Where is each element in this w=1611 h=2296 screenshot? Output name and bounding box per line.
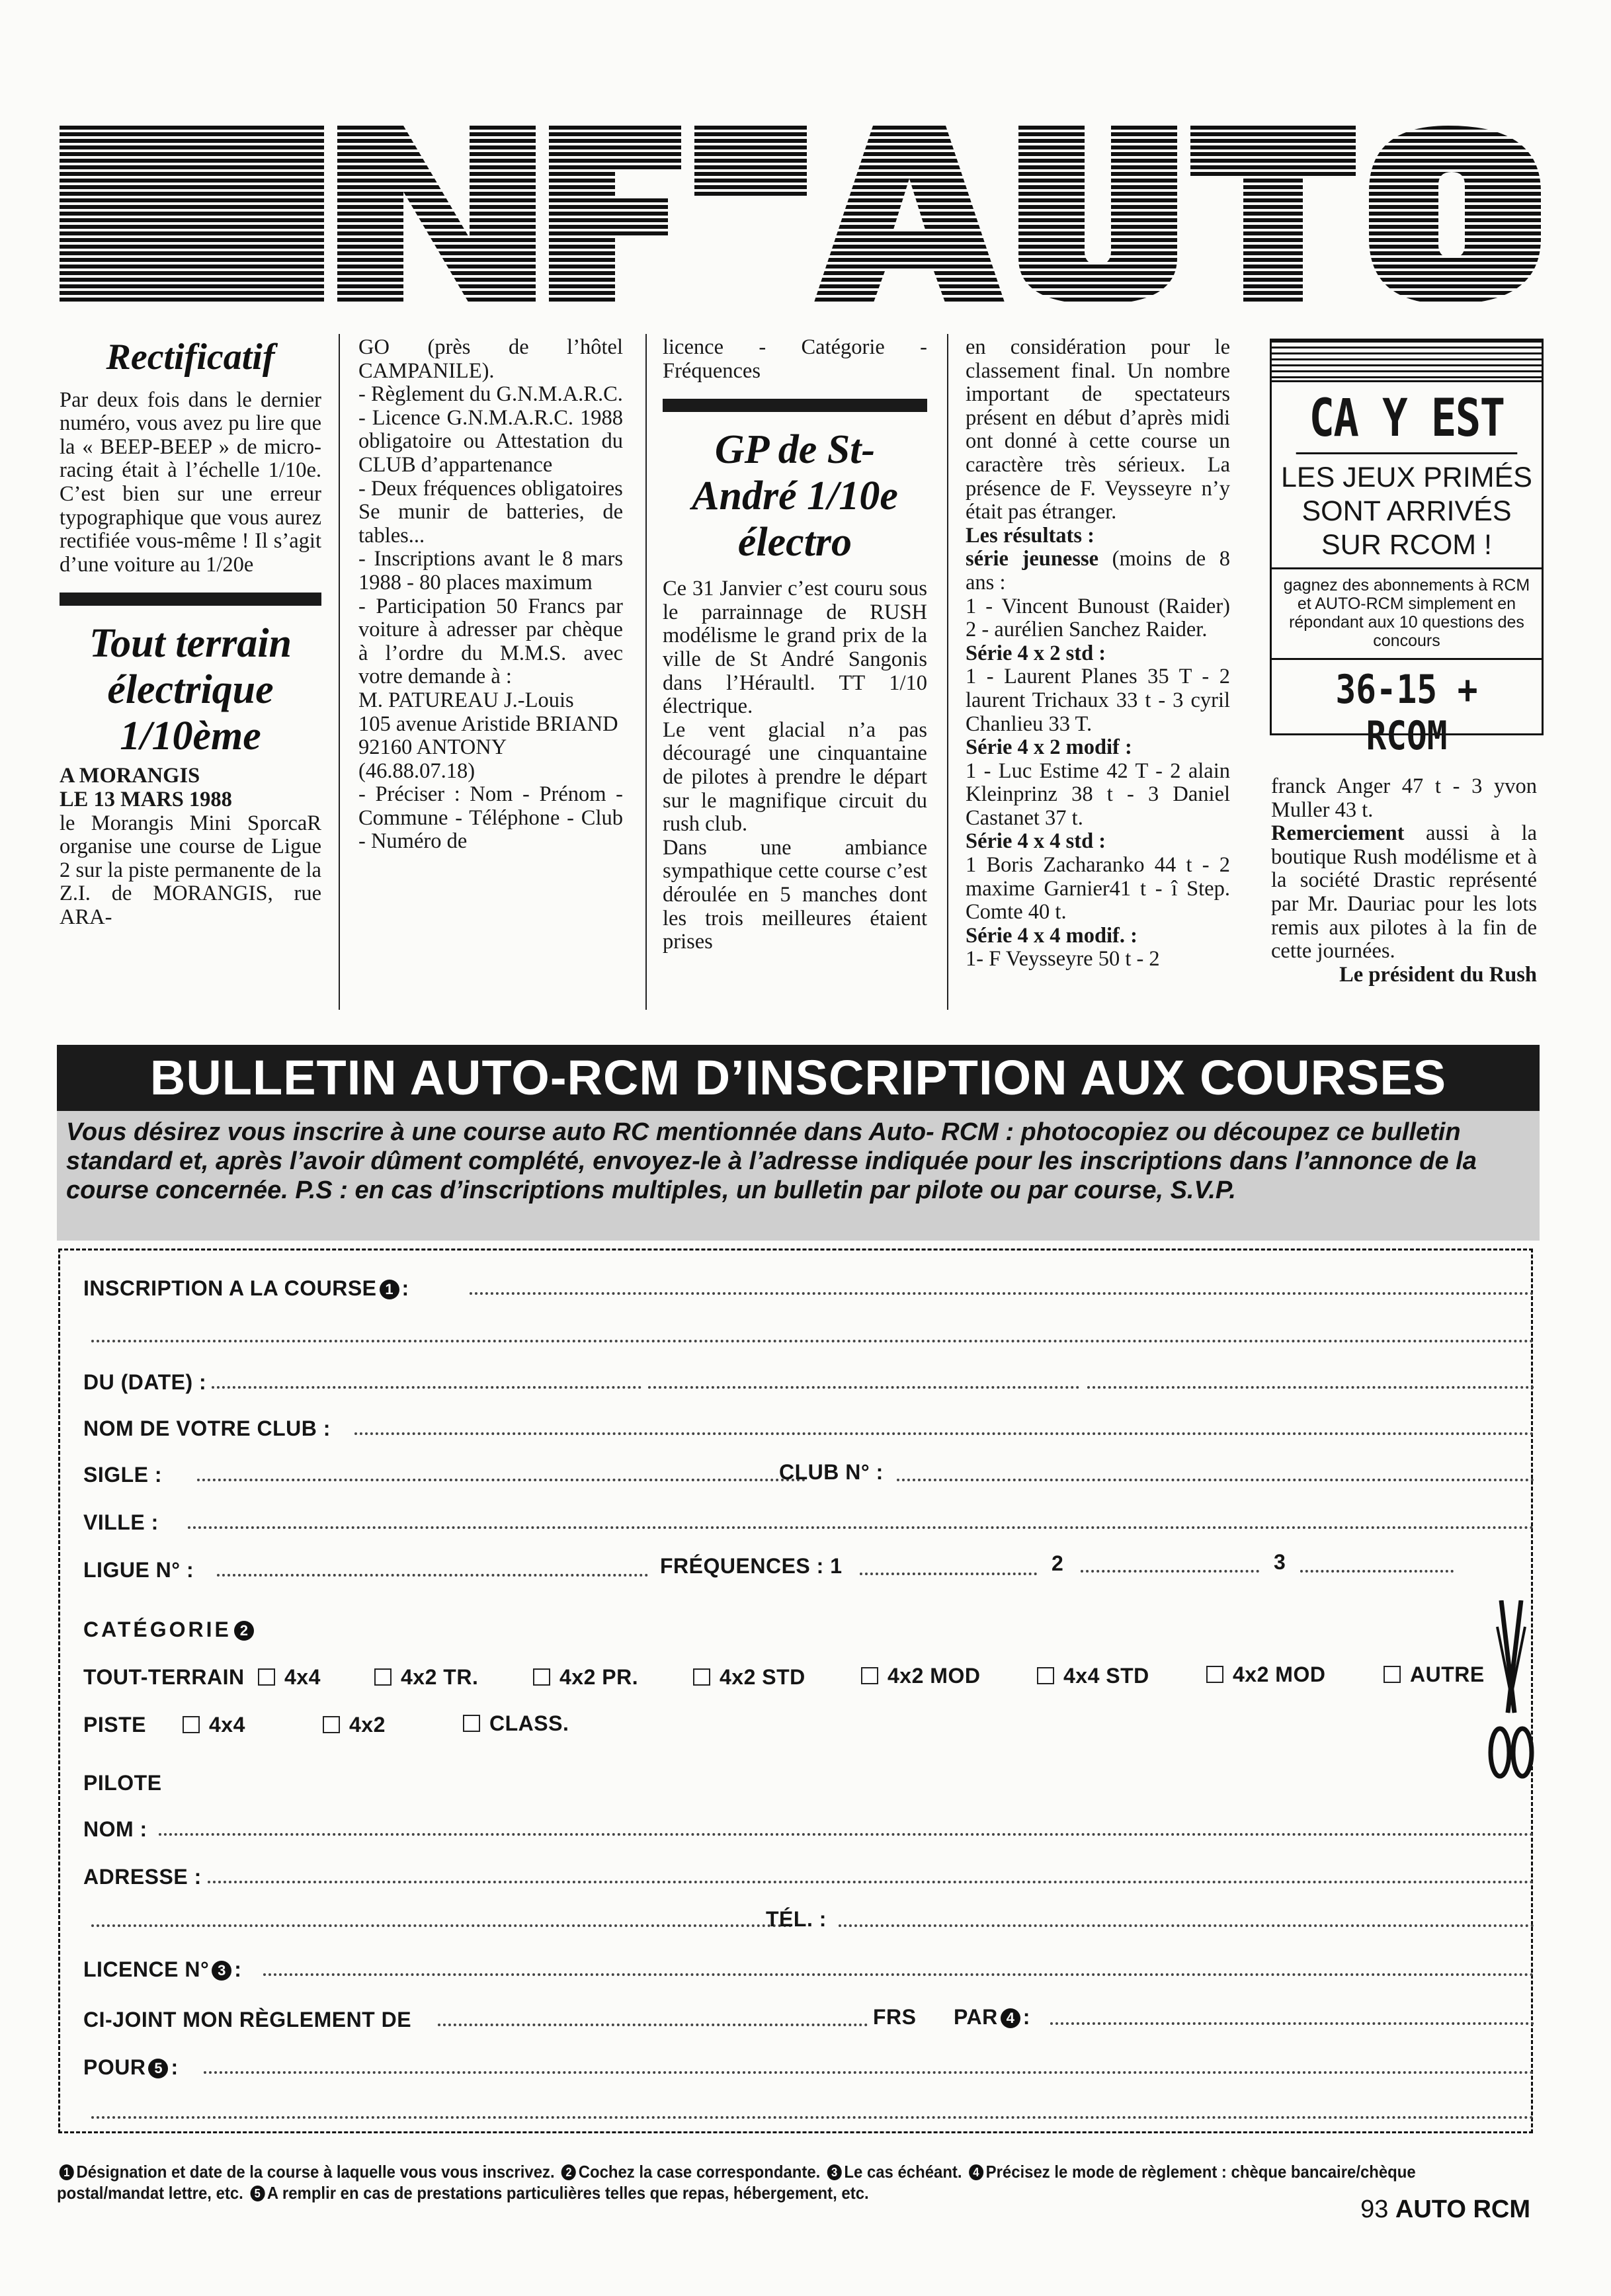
tt-checkbox-4x2-std[interactable]: 4x2 STD	[693, 1665, 806, 1690]
footnote-marker: 1	[380, 1280, 399, 1299]
footnote-4: Précisez le mode de règlement : chèque bancaire/chèque postal/mandat lettre, etc.	[57, 2162, 1416, 2203]
frequence-3-label: 3	[1274, 1550, 1286, 1574]
checkbox-icon	[463, 1715, 480, 1732]
magazine-name: AUTO RCM	[1395, 2195, 1530, 2223]
footnote-marker: 5	[250, 2186, 265, 2201]
ligue-label: LIGUE N° :	[83, 1558, 194, 1582]
piste-label: PISTE	[83, 1713, 146, 1737]
tout-terrain-title: Tout terrain électrique 1/10ème	[89, 621, 292, 759]
checkbox-icon	[1384, 1666, 1401, 1683]
col3-text: Ce 31 Janvier c’est couru sous le parrainnage de RUSH modélisme le grand prix de la ville de St André Sangonis dans l’Héraultl. TT 1/10 électrique.	[663, 577, 927, 719]
footnote-3: Le cas échéant.	[844, 2162, 962, 2182]
ville-field[interactable]	[188, 1526, 1534, 1529]
column-4	[966, 336, 1230, 1010]
col2-text: - Deux fréquences obligatoires	[358, 476, 623, 501]
col2-text: - Règlement du G.N.M.A.R.C.	[358, 382, 623, 407]
checkbox-icon	[1037, 1667, 1054, 1684]
column-3	[663, 336, 927, 1010]
club-number-label: CLUB N° :	[779, 1460, 884, 1484]
inscription-field-2[interactable]	[91, 1340, 1534, 1342]
col5-text: franck Anger 47 t - 3 yvon Muller 43 t.	[1271, 775, 1537, 822]
col2-text: 92160 ANTONY	[358, 735, 507, 760]
footnote-marker: 3	[212, 1961, 231, 1981]
sigle-field[interactable]	[197, 1479, 806, 1481]
club-number-field[interactable]	[897, 1479, 1534, 1481]
checkbox-icon	[533, 1668, 550, 1686]
cut-line	[58, 2131, 1533, 2133]
checkbox-icon	[374, 1668, 392, 1686]
ville-label: VILLE :	[83, 1510, 159, 1534]
col3-text: licence - Catégorie - Fréquences	[663, 336, 927, 383]
date-field-day[interactable]	[212, 1386, 641, 1389]
series-heading: série jeunesse	[966, 547, 1099, 571]
inscription-field[interactable]	[470, 1292, 1534, 1295]
morangis-text: le Morangis Mini SporcaR organise une course de Ligue 2 sur la piste permanente de la Z.I. de MORANGIS, rue ARA-	[60, 811, 321, 929]
footnote-1: Désignation et date de la course à laquelle vous vous inscrivez.	[76, 2162, 555, 2182]
col2-text: M. PATUREAU J.-Louis	[358, 688, 574, 712]
tt-checkbox-autre[interactable]: AUTRE	[1384, 1662, 1485, 1687]
payment-mode-field[interactable]	[1050, 2022, 1534, 2025]
scissors-icon	[1488, 1600, 1534, 1799]
tt-checkbox-4x4[interactable]: 4x4	[258, 1665, 321, 1690]
cut-line	[58, 1249, 1533, 1250]
frequences-label: FRÉQUENCES : 1	[660, 1554, 843, 1578]
licence-label: LICENCE N° 3 :	[83, 1957, 242, 1981]
col2-text: - Préciser : Nom - Prénom - Commune - Téléphone - Club - Numéro de	[358, 782, 623, 854]
col2-text: - Inscriptions avant le 8 mars 1988 - 80 places maximum	[358, 547, 623, 594]
footnote-marker: 2	[234, 1621, 254, 1641]
tt-checkbox-4x2-pr[interactable]: 4x2 PR.	[533, 1665, 638, 1690]
box-stripes	[1272, 341, 1542, 382]
inf-auto-logo	[60, 126, 1541, 304]
nom-label: NOM :	[83, 1817, 147, 1841]
col4-text: 1 - Vincent Bunoust (Raider) 2 - aurélien Sanchez Raider.	[966, 594, 1230, 642]
column-2	[358, 336, 623, 1010]
series-heading: Série 4 x 2 modif :	[966, 735, 1132, 760]
footnote-marker: 1	[60, 2164, 74, 2180]
frequence-3-field[interactable]	[1300, 1570, 1454, 1573]
reglement-amount-field[interactable]	[438, 2024, 868, 2026]
adresse-field[interactable]	[208, 1881, 1534, 1883]
checkbox-icon	[323, 1716, 340, 1733]
results-heading: Les résultats :	[966, 523, 1095, 548]
rcom-promo-box	[1270, 339, 1544, 759]
col2-text: 105 avenue Aristide BRIAND	[358, 712, 618, 736]
bulletin-title: BULLETIN AUTO-RCM D’INSCRIPTION AUX COURSES	[57, 1045, 1540, 1111]
date-field-year[interactable]	[1087, 1386, 1534, 1389]
checkbox-icon	[183, 1716, 200, 1733]
telephone-label: TÉL. :	[766, 1907, 827, 1931]
remerciement-heading: Remerciement	[1271, 821, 1405, 846]
licence-field[interactable]	[263, 1973, 1534, 1976]
footnote-marker: 3	[827, 2164, 842, 2180]
col2-text: (46.88.07.18)	[358, 758, 475, 783]
column-divider	[663, 399, 927, 412]
col4-text: 1 - Luc Estime 42 T - 2 alain Kleinprinz 38 t - 3 Daniel Castanet 37 t.	[966, 758, 1230, 830]
col4-text: 1 Boris Zacharanko 44 t - 2 maxime Garnier41 t - î Step. Comte 40 t.	[966, 853, 1230, 924]
reglement-label: CI-JOINT MON RÈGLEMENT DE	[83, 2008, 412, 2031]
checkbox-icon	[693, 1668, 710, 1686]
rectificatif-text: Par deux fois dans le dernier numéro, vous avez pu lire que la « BEEP-BEEP » de micro-racing était à l’échelle 1/10e. C’est bien sur une erreur typographique que vous aurez rectifiée vous-même ! Il s’agit d’une voiture au 1/20e	[60, 388, 321, 577]
gp-st-andre-title: GP de St-André 1/10e électro	[692, 427, 898, 565]
footnotes	[57, 2161, 1420, 2203]
checkbox-icon	[861, 1667, 878, 1684]
date-label: DU (DATE) :	[83, 1370, 207, 1394]
checkbox-icon	[1206, 1666, 1223, 1683]
pour-field[interactable]	[204, 2071, 1534, 2074]
column-rule	[947, 334, 948, 1010]
footnote-2: Cochez la case correspondante.	[578, 2162, 821, 2182]
nom-field[interactable]	[159, 1833, 1534, 1836]
cut-line	[58, 1249, 60, 2133]
pour-field-2[interactable]	[91, 2116, 1534, 2119]
col4-text: 1- F Veysseyre 50 t - 2	[966, 947, 1160, 971]
telephone-field[interactable]	[839, 1924, 1534, 1927]
tt-checkbox-4x2-tr[interactable]: 4x2 TR.	[374, 1665, 478, 1690]
tout-terrain-label: TOUT-TERRAIN	[83, 1665, 245, 1689]
piste-checkbox-4x2[interactable]: 4x2	[323, 1713, 386, 1737]
frequence-2-label: 2	[1052, 1551, 1064, 1575]
box-title: CA Y EST	[1296, 382, 1518, 454]
piste-checkbox-4x4[interactable]: 4x4	[183, 1713, 245, 1737]
page-number: 93	[1360, 2195, 1389, 2223]
page-folio	[1360, 2195, 1530, 2224]
footnote-marker: 5	[148, 2059, 168, 2078]
date-line: LE 13 MARS 1988	[60, 787, 232, 811]
rectificatif-title: Rectificatif	[106, 337, 275, 378]
box-jeux-text: LES JEUX PRIMÉS SONT ARRIVÉS SUR RCOM !	[1272, 454, 1542, 569]
frequence-2-field[interactable]	[1081, 1570, 1259, 1573]
frequence-1-field[interactable]	[860, 1573, 1037, 1575]
pour-label: POUR 5 :	[83, 2055, 179, 2079]
tt-checkbox-4x4-std[interactable]: 4x4 STD	[1037, 1664, 1149, 1688]
col4-text: 1 - Laurent Planes 35 T - 2 laurent Trichaux 33 t - 3 cyril Chanlieu 33 T.	[966, 665, 1230, 736]
column-rule	[339, 334, 340, 1010]
col2-text: - Participation 50 Francs par voiture à adresser par chèque à l’ordre du M.M.S. avec votre demande à :	[358, 594, 623, 689]
column-1	[60, 336, 321, 1010]
column-5	[1271, 775, 1537, 1013]
inscription-label: INSCRIPTION A LA COURSE 1 :	[83, 1276, 409, 1300]
par-label: PAR 4 :	[954, 2005, 1030, 2029]
piste-checkbox-class[interactable]: CLASS.	[463, 1711, 569, 1736]
col2-text: Se munir de batteries, de tables...	[358, 500, 623, 548]
series-heading: Série 4 x 4 std :	[966, 829, 1106, 854]
adresse-field-2[interactable]	[91, 1924, 792, 1927]
col4-text: (moins de 8 ans :	[966, 547, 1230, 594]
box-gagnez-text: gagnez des abonnements à RCM et AUTO-RCM simplement en répondant aux 10 questions des concours	[1272, 569, 1542, 660]
col3-text: Le vent glacial n’a pas découragé une cinquantaine de pilotes à prendre le départ sur le magnifique circuit du rush club.	[663, 718, 927, 837]
checkbox-icon	[258, 1668, 275, 1686]
col5-text: aussi à la boutique Rush modélisme et à la société Drastic représenté par Mr. Dauriac pour les lots remis aux pilotes à la fin de cette journées.	[1271, 821, 1537, 964]
column-rule	[645, 334, 647, 1010]
col2-text: GO (près de l’hôtel CAMPANILE).	[358, 336, 623, 383]
logo-graphic	[60, 126, 1541, 304]
registration-form	[58, 1249, 1533, 2133]
ligue-field[interactable]	[217, 1574, 648, 1577]
location-line: A MORANGIS	[60, 764, 200, 788]
series-heading: Série 4 x 2 std :	[966, 641, 1106, 665]
sigle-label: SIGLE :	[83, 1463, 163, 1487]
date-field-month[interactable]	[648, 1386, 1079, 1389]
adresse-label: ADRESSE :	[83, 1865, 202, 1889]
tt-checkbox-4x2-mod[interactable]: 4x2 MOD	[861, 1664, 980, 1688]
pilote-label: PILOTE	[83, 1771, 162, 1795]
bulletin-intro: Vous désirez vous inscrire à une course auto RC mentionnée dans Auto- RCM : photocopiez ou découpez ce bulletin standard et, après l’avoir dûment complété, envoyez-le à l’adresse indiquée pour les inscriptions dans l’annonce de la course concernée. P.S : en cas d’inscriptions multiples, un bulletin par pilote ou par course, S.V.P.	[57, 1111, 1540, 1241]
club-name-field[interactable]	[354, 1432, 1534, 1435]
club-name-label: NOM DE VOTRE CLUB :	[83, 1416, 331, 1440]
signature: Le président du Rush	[1339, 962, 1537, 987]
footnote-marker: 2	[561, 2164, 576, 2180]
tt-checkbox-4x2-mod-2[interactable]: 4x2 MOD	[1206, 1662, 1325, 1687]
column-divider	[60, 593, 321, 606]
series-heading: Série 4 x 4 modif. :	[966, 923, 1137, 948]
col2-text: - Licence G.N.M.A.R.C. 1988 obligatoire ou Attestation du CLUB d’appartenance	[358, 405, 623, 477]
footnote-marker: 4	[1001, 2008, 1020, 2028]
frs-label: FRS	[873, 2005, 917, 2029]
footnote-marker: 4	[969, 2164, 983, 2180]
col4-text: en considération pour le classement final. Un nombre important de spectateurs présent en début d’après midi ont donné à cette course un caractère très sérieux. La présence de F. Veysseyre n’y était pas étranger.	[966, 336, 1230, 524]
categorie-label: CATÉGORIE 2	[83, 1618, 257, 1642]
col3-text: Dans une ambiance sympathique cette course c’est déroulée en 5 manches dont les trois meilleures étaient prises	[663, 835, 927, 954]
footnote-5: A remplir en cas de prestations particulières telles que repas, hébergement, etc.	[267, 2183, 869, 2203]
box-minitel-code: 36-15 + RCOM	[1335, 667, 1478, 759]
